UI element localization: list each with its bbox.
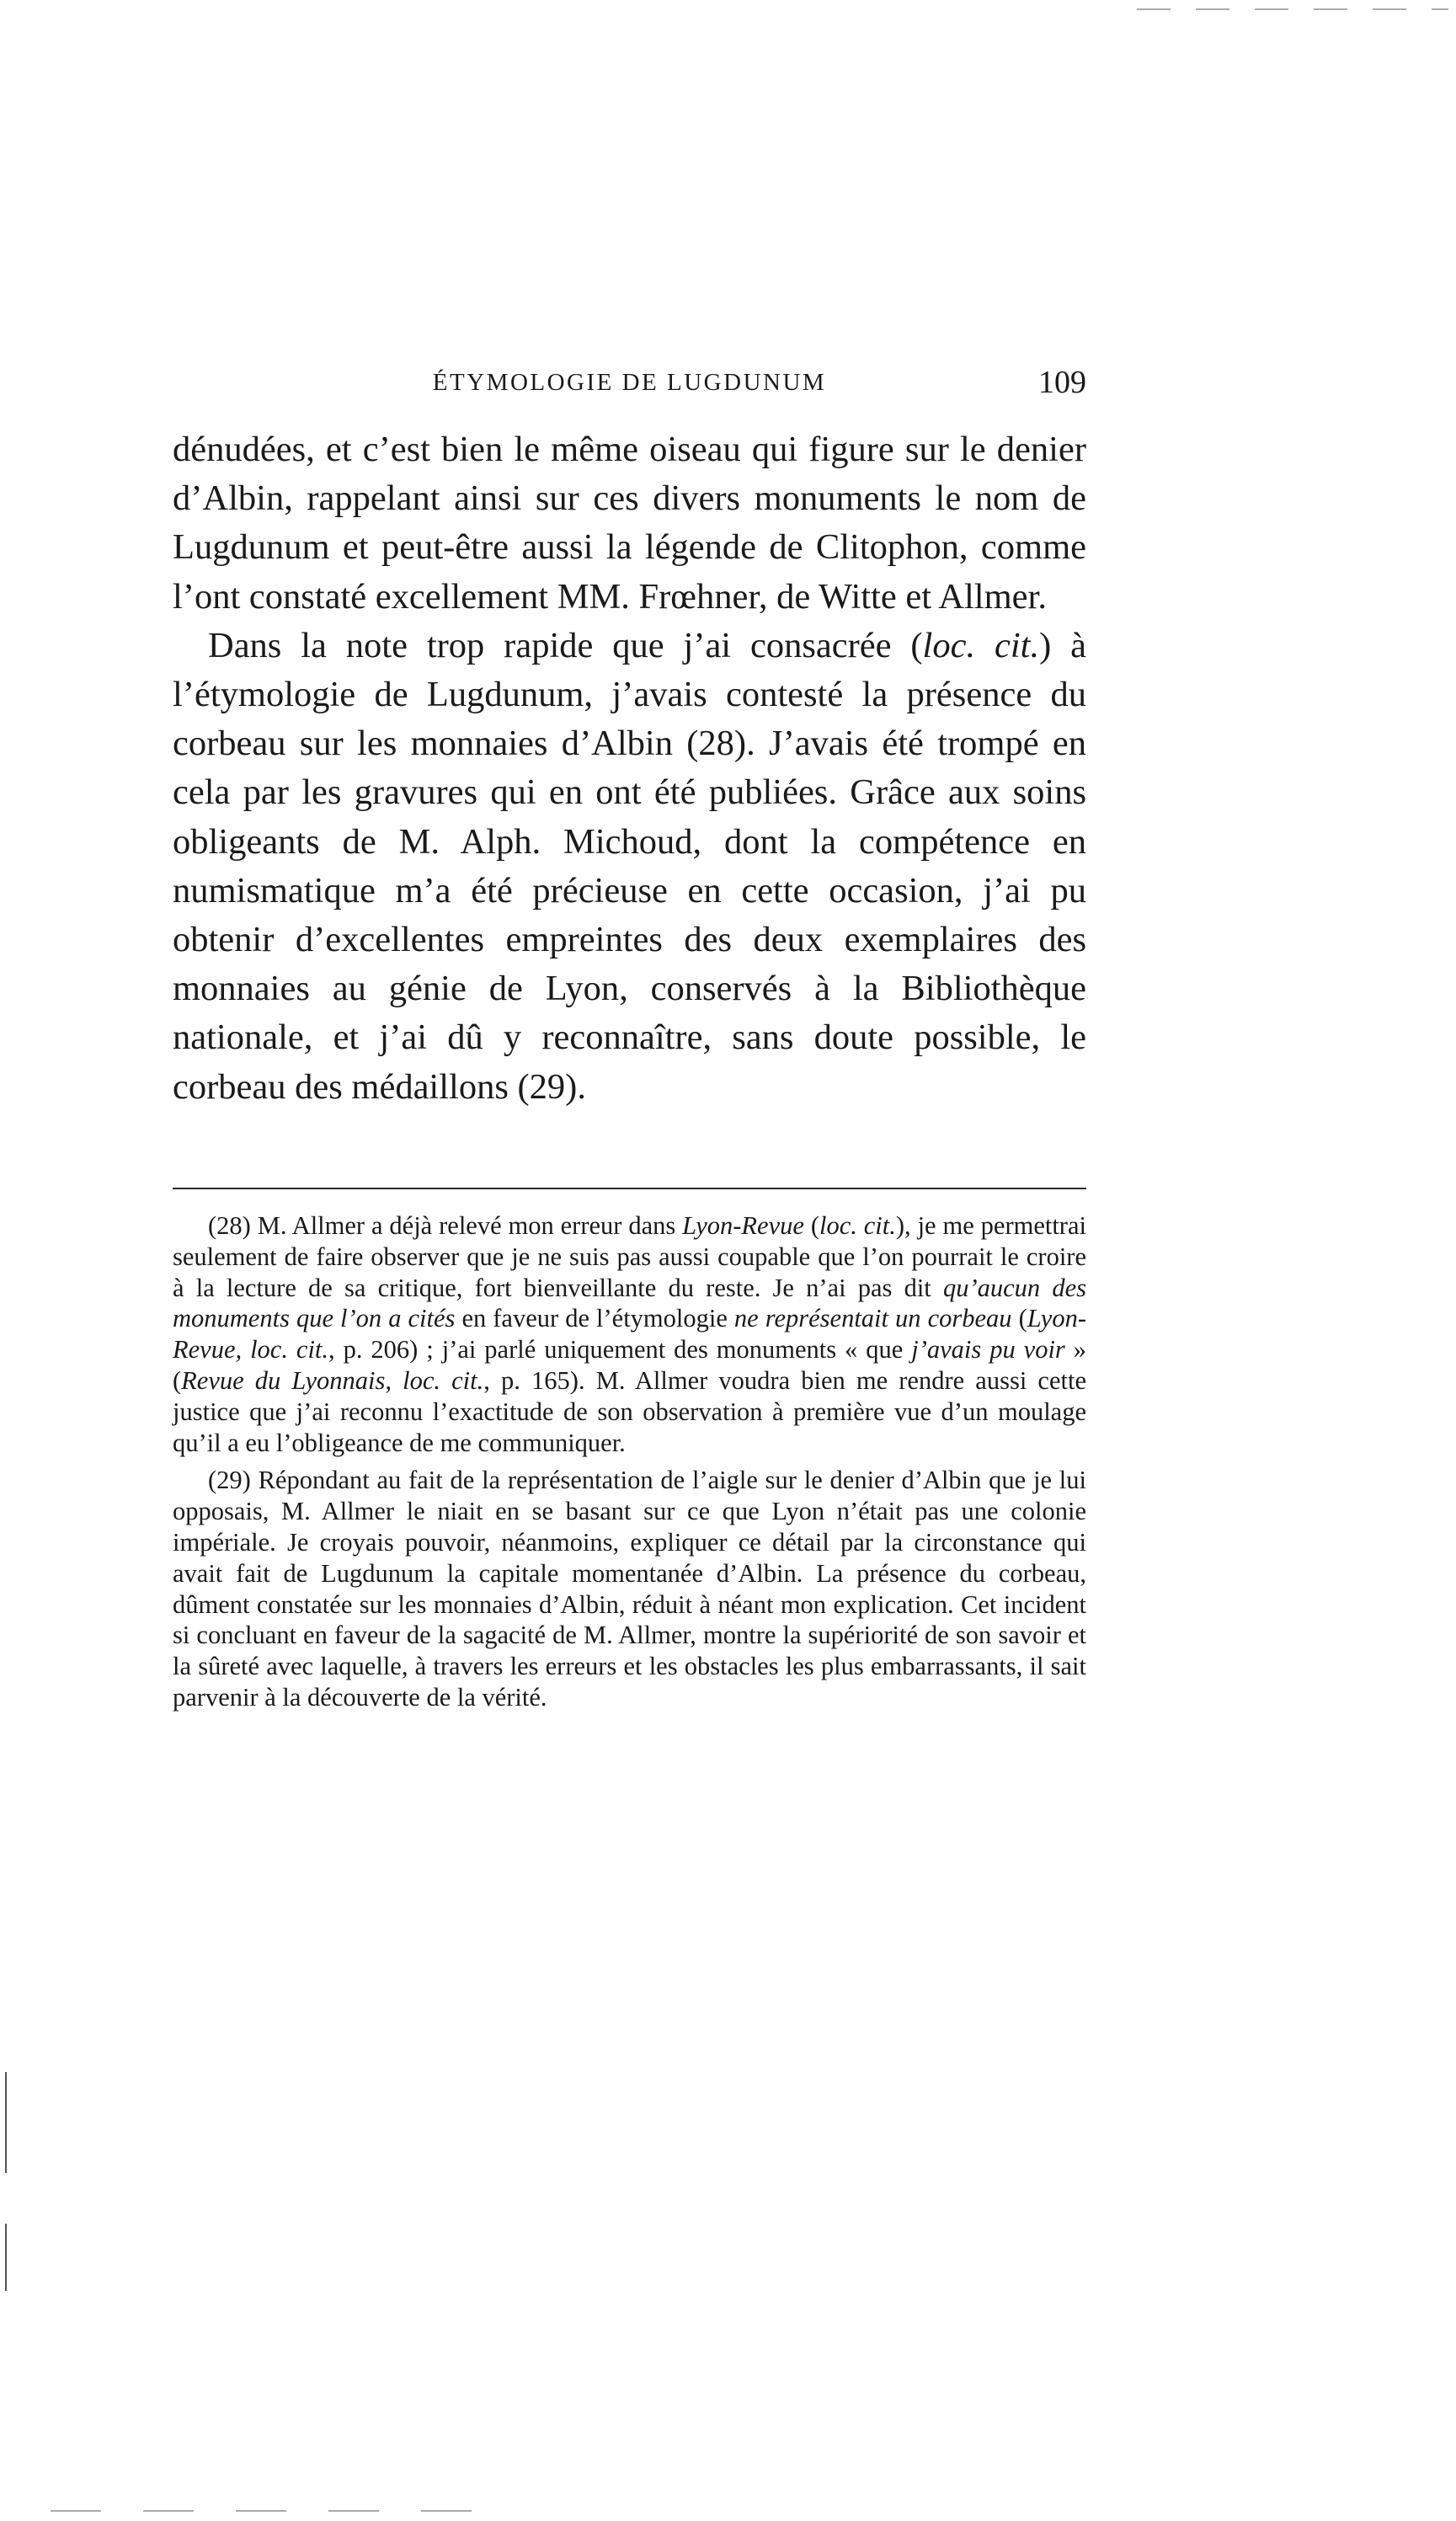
footnotes <box>173 1210 1086 1713</box>
footnote-rule <box>173 1188 1086 1189</box>
scan-margin-line-2 <box>5 2224 7 2291</box>
running-title: ÉTYMOLOGIE DE LUGDUNUM <box>432 369 827 396</box>
fn28-italic-4: ne représentait un corbeau <box>733 1304 1012 1333</box>
fn28-text-4: en faveur de l’étymologie <box>455 1304 734 1333</box>
fn28-italic-1: Lyon-Revue <box>682 1211 804 1240</box>
paragraph-2-text-a: Dans la note trop rapide que j’ai consacrée ( <box>208 625 923 665</box>
scan-margin-line-1 <box>5 2072 7 2173</box>
footnote-28 <box>173 1210 1086 1458</box>
fn28-text-3: ), je me permettrai seulement de faire observer que je ne suis pas aussi coupable que l’on pourrait le croire à la lecture de sa critique, fort bienveillante du reste. Je n’ai pas dit <box>173 1211 1086 1302</box>
paragraph-1: dénudées, et c’est bien le même oiseau qui figure sur le denier d’Albin, rappelant ainsi sur ces divers monuments le nom de Lugdunum et peut-être aussi la légende de Clitophon, comme l’ont constaté excellement MM. Frœhner, de Witte et Allmer. <box>173 430 1086 617</box>
running-head <box>173 362 1086 404</box>
scan-edge-dash-top <box>1137 8 1448 10</box>
fn28-text-8: , p. 165). M. Allmer voudra bien me rendre aussi cette justice que j’ai reconnu l’exactitude de son observation à première vue d’un moulage qu’il a eu l’obligeance de me communiquer. <box>173 1365 1086 1457</box>
fn28-italic-3: qu’aucun des monuments que l’on a cités <box>173 1273 1086 1333</box>
fn28-italic-5: Lyon-Revue, loc. cit. <box>173 1304 1086 1365</box>
fn28-italic-7: Revue du Lyonnais, loc. cit. <box>181 1365 484 1395</box>
fn28-text-6: , p. 206) ; j’ai parlé uniquement des monuments « que <box>328 1335 912 1365</box>
fn28-text-1: (28) M. Allmer a déjà relevé mon erreur dans <box>208 1211 683 1240</box>
paragraph-2 <box>173 622 1086 1112</box>
fn28-text-7: » ( <box>173 1335 1086 1395</box>
scan-edge-dash-bottom <box>51 2510 488 2512</box>
fn28-text-2: ( <box>803 1211 819 1240</box>
fn28-italic-6: j’avais pu voir <box>911 1335 1065 1365</box>
body-text <box>173 425 1086 1112</box>
fn28-italic-2: loc. cit. <box>819 1211 896 1240</box>
footnote-29: (29) Répondant au fait de la représentation de l’aigle sur le denier d’Albin que je lui opposais, M. Allmer le niait en se basant sur ce que Lyon n’était pas une colonie impériale. Je croyais pouvoir, néanmoins, expliquer ce détail par la circonstance qui avait fait de Lugdunum la capitale momentanée d’Albin. La présence du corbeau, dûment constatée sur les monnaies d’Albin, réduit à néant mon explication. Cet incident si concluant en faveur de la sagacité de M. Allmer, montre la supériorité de son savoir et la sûreté avec laquelle, à travers les erreurs et les obstacles les plus embarrassants, il sait parvenir à la découverte de la vérité. <box>173 1466 1086 1712</box>
fn28-text-5: ( <box>1011 1304 1027 1333</box>
paragraph-2-loc-cit: loc. cit. <box>922 625 1040 665</box>
page-number: 109 <box>1038 365 1086 400</box>
paragraph-2-text-b: ) à l’étymologie de Lugdunum, j’avais contesté la présence du corbeau sur les monnaies d’Albin (28). J’avais été trompé en cela par les gravures qui en ont été publiées. Grâce aux soins obligeants de M. Alph. Michoud, dont la compétence en numismatique m’a été précieuse en cette occasion, j’ai pu obtenir d’excellentes empreintes des deux exemplaires des monnaies au génie de Lyon, conservés à la Bibliothèque nationale, et j’ai dû y reconnaître, sans doute possible, le corbeau des médaillons (29). <box>173 625 1086 1107</box>
